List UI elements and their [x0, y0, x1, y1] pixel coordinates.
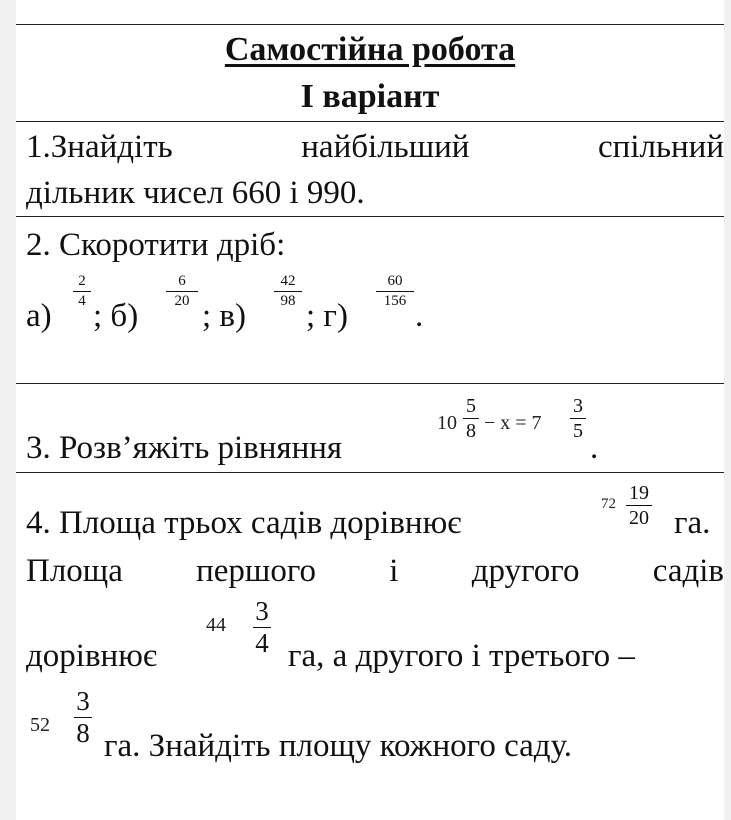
task3-end: .	[590, 430, 599, 466]
fraction-6-20: 6 20	[166, 274, 198, 309]
worksheet-title: Самостійна робота	[224, 31, 516, 68]
divider-2	[16, 216, 724, 217]
task2-label-g: ; г)	[306, 298, 348, 334]
area-23-whole: 52	[30, 714, 50, 736]
task4-line3-start: дорівнює	[26, 638, 158, 674]
fraction-60-156: 60 156	[376, 274, 414, 309]
eq-middle: − x = 7	[484, 412, 542, 434]
task2-label-b: ; б)	[93, 298, 139, 334]
task2-label-a: а)	[26, 298, 52, 334]
task1-word: 1.Знайдіть	[26, 129, 173, 165]
area-total-fraction: 19 20	[626, 483, 652, 528]
task4-line4: га. Знайдіть площу кожного саду.	[104, 728, 573, 764]
task1-line1	[26, 127, 724, 167]
task2-label-v: ; в)	[202, 298, 246, 334]
task4-word: другого	[471, 553, 580, 589]
task4-word: Площа	[26, 553, 123, 589]
task2-end: .	[415, 298, 424, 334]
task4-line1: 4. Площа трьох садів дорівнює	[26, 505, 462, 541]
eq-fraction-5-8: 5 8	[463, 396, 479, 441]
area-23-fraction: 3 8	[74, 688, 92, 747]
task1-line2: дільник чисел 660 і 990.	[26, 175, 365, 211]
divider-4	[16, 472, 724, 473]
task4-word: першого	[196, 553, 317, 589]
area-12-fraction: 3 4	[253, 598, 271, 657]
fraction-2-4: 2 4	[73, 274, 91, 309]
task3-text: 3. Розв’яжіть рівняння	[26, 430, 343, 466]
task4-word: садів	[652, 553, 725, 589]
worksheet-page	[16, 0, 724, 820]
task2-intro: 2. Скоротити дріб:	[26, 227, 286, 263]
task4-line3-end: га, а другого і третього –	[288, 638, 635, 674]
eq-fraction-3-5: 3 5	[570, 396, 586, 441]
task1-word: найбільший	[301, 129, 470, 165]
divider-1	[16, 121, 724, 122]
task1-word: спільний	[598, 129, 725, 165]
variant-label: І варіант	[300, 78, 440, 115]
task4-line2	[26, 551, 724, 591]
eq-whole-10: 10	[437, 412, 457, 434]
area-total-whole: 72	[601, 496, 616, 512]
top-border	[16, 24, 724, 25]
fraction-42-98: 42 98	[274, 274, 302, 309]
divider-3	[16, 383, 724, 384]
area-12-whole: 44	[206, 614, 226, 636]
task4-word: і	[389, 553, 399, 589]
task4-ha-1: га.	[674, 505, 711, 541]
